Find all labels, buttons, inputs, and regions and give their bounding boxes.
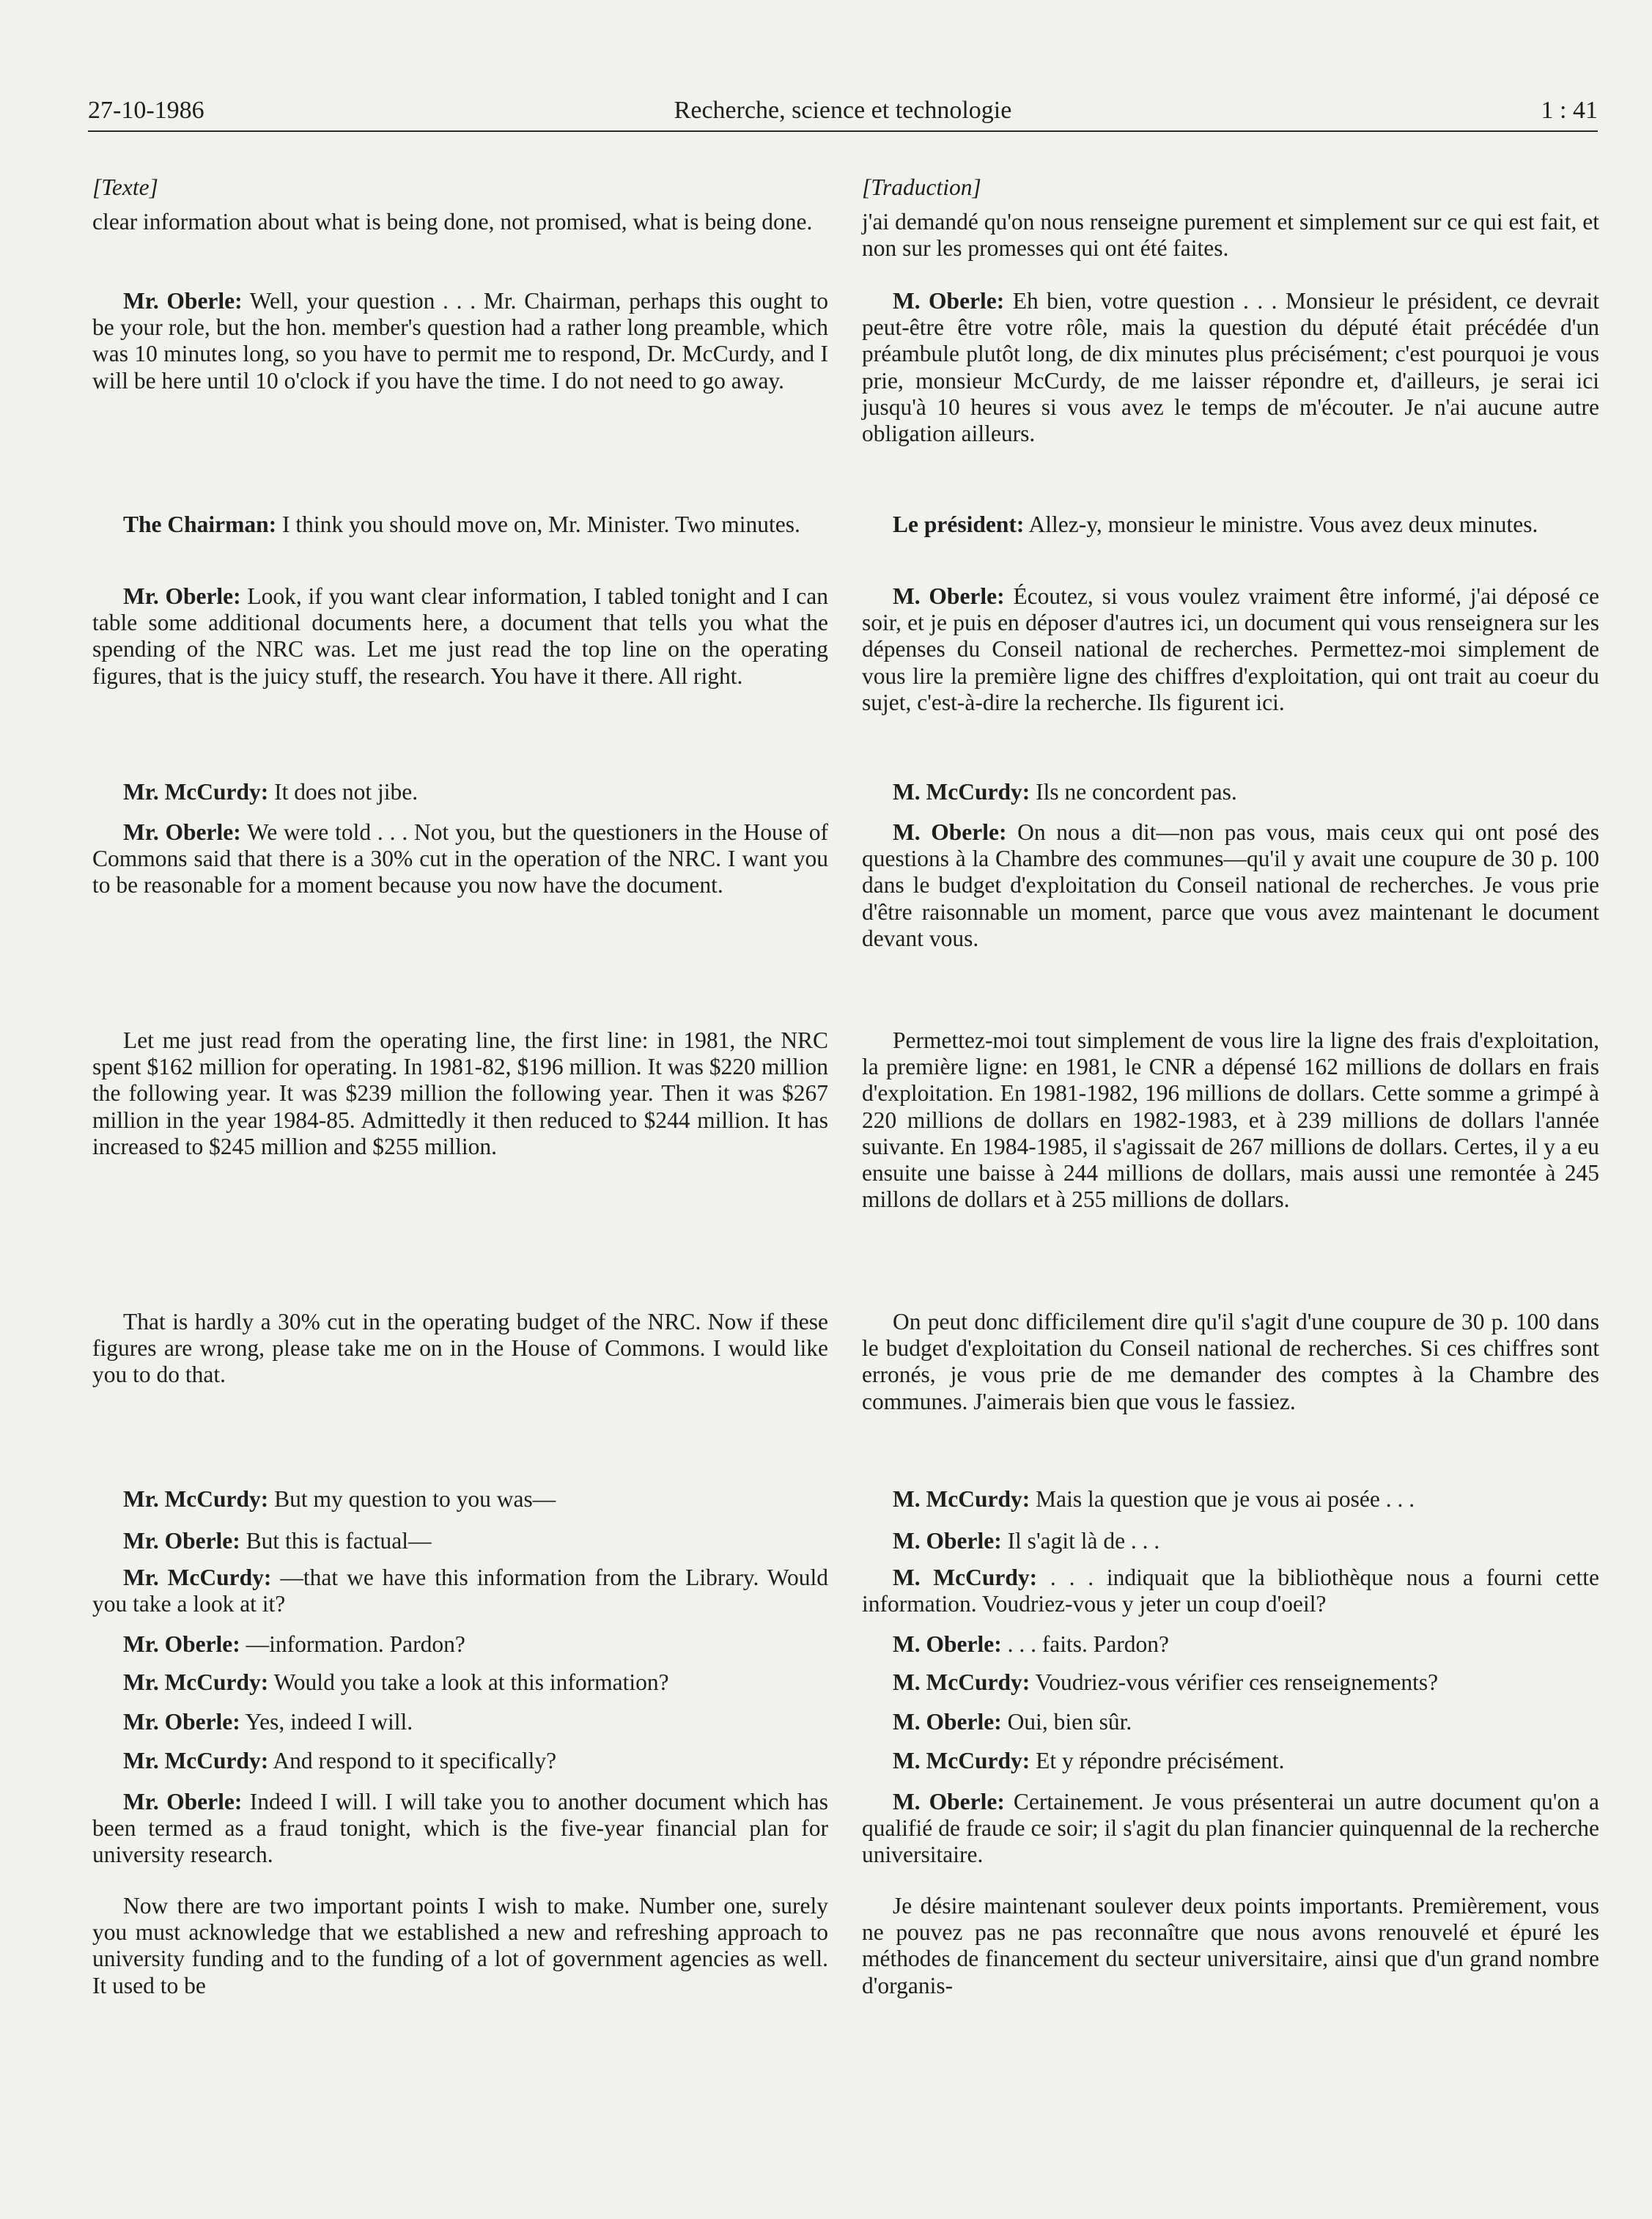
speaker-name: Mr. Oberle: (123, 1631, 240, 1657)
paragraph: M. Oberle: Eh bien, votre question . . . Monsieur le président, ce devrait peut-être être votre rôle, mais la question du député était précédée d'un préambule plutôt long, de dix minutes plus précisément; c'est pourquoi je vous prie, monsieur McCurdy, de me laisser répondre et, d'ailleurs, je serai ici jusqu'à 10 heures si vous avez le temps de m'écouter. Je n'ai aucune autre obligation ailleurs. (862, 288, 1600, 447)
speaker-name: Mr. Oberle: (123, 1528, 240, 1554)
speaker-name: M. Oberle: (893, 583, 1005, 609)
paragraph: M. Oberle: On nous a dit—non pas vous, mais ceux qui ont posé des questions à la Chambre des communes—qu'il y avait une coupure de 30 p. 100 dans le budget d'exploitation du Conseil national de recherches. Je vous prie d'être raisonnable un moment, parce que vous avez maintenant le document devant vous. (862, 819, 1599, 951)
paragraph: Mr. McCurdy: Would you take a look at this information? (123, 1669, 669, 1695)
speaker-name: Mr. Oberle: (123, 819, 241, 845)
speaker-name: M. McCurdy: (893, 1748, 1030, 1773)
paragraph: M. McCurdy: Voudriez-vous vérifier ces renseignements? (893, 1669, 1439, 1695)
paragraph: Le président: Allez-y, monsieur le ministre. Vous avez deux minutes. (893, 512, 1538, 537)
paragraph: M. McCurdy: . . . indiquait que la bibliothèque nous a fourni cette information. Voudriez-vous y jeter un coup d'oeil? (862, 1565, 1600, 1617)
paragraph: Mr. McCurdy: It does not jibe. (123, 779, 418, 805)
paragraph: M. Oberle: Oui, bien sûr. (893, 1709, 1132, 1735)
speaker-name: Mr. Oberle: (123, 288, 243, 314)
paragraph: Mr. Oberle: Look, if you want clear information, I tabled tonight and I can table some additional documents here, a document that tells you what the spending of the NRC was. Let me just read the top line on the operating figures, that is the juicy stuff, the research. You have it there. All right. (92, 583, 829, 689)
paragraph: On peut donc difficilement dire qu'il s'agit d'une coupure de 30 p. 100 dans le budget d'exploitation du Conseil national de recherches. Si ces chiffres sont erronés, je vous prie de me demander des comptes à la Chambre des communes. J'aimerais bien que vous le fassiez. (862, 1309, 1599, 1414)
speaker-name: M. McCurdy: (893, 1565, 1038, 1590)
paragraph: M. McCurdy: Mais la question que je vous ai posée . . . (893, 1486, 1415, 1512)
paragraph: Mr. Oberle: Well, your question . . . Mr. Chairman, perhaps this ought to be your role, but the hon. member's question had a rather long preamble, which was 10 minutes long, so you have to permit me to respond, Dr. McCurdy, and I will be here until 10 o'clock if you have the time. I do not need to go away. (92, 288, 828, 394)
speaker-name: Mr. McCurdy: (123, 1669, 269, 1695)
speaker-name: Mr. Oberle: (123, 583, 241, 609)
speaker-name: Mr. McCurdy: (123, 1565, 272, 1590)
paragraph: The Chairman: I think you should move on, Mr. Minister. Two minutes. (123, 512, 800, 537)
paragraph: Mr. Oberle: Indeed I will. I will take you to another document which has been termed as a fraud tonight, which is the five-year financial plan for university research. (92, 1789, 828, 1868)
speaker-name: M. Oberle: (893, 288, 1005, 314)
speaker-name: Le président: (893, 512, 1025, 537)
paragraph: M. Oberle: . . . faits. Pardon? (893, 1631, 1170, 1657)
speaker-name: Mr. McCurdy: (123, 1486, 269, 1512)
speaker-name: Mr. McCurdy: (123, 779, 269, 805)
paragraph: Permettez-moi tout simplement de vous lire la ligne des frais d'exploitation, la première ligne: en 1981, le CNR a dépensé 162 millions de dollars en frais d'exploitation. En 1981-1982, 196 millions de dollars. Cette somme a grimpé à 220 millions de dollars en 1982-1983, et à 239 millions de dollars l'année suivante. En 1984-1985, il s'agissait de 267 millions de dollars. Certes, il y a eu ensuite une baisse à 244 millions de dollars, mais aussi une remontée à 245 millons de dollars et à 255 millions de dollars. (862, 1027, 1599, 1213)
paragraph: Mr. McCurdy: But my question to you was— (123, 1486, 556, 1512)
column-label: [Traduction] (862, 174, 981, 200)
paragraph: Mr. Oberle: But this is factual— (123, 1528, 432, 1554)
speaker-name: Mr. Oberle: (123, 1789, 243, 1814)
speaker-name: M. Oberle: (893, 1789, 1005, 1814)
paragraph: Mr. McCurdy: —that we have this information from the Library. Would you take a look at it? (92, 1565, 829, 1617)
page-header (88, 94, 1598, 132)
paragraph: That is hardly a 30% cut in the operating budget of the NRC. Now if these figures are wrong, please take me on in the House of Commons. I would like you to do that. (92, 1309, 828, 1388)
paragraph: M. McCurdy: Et y répondre précisément. (893, 1748, 1285, 1773)
paragraph: Mr. Oberle: —information. Pardon? (123, 1631, 465, 1657)
speaker-name: Mr. Oberle: (123, 1709, 240, 1735)
speaker-name: M. McCurdy: (893, 1669, 1030, 1695)
paragraph: M. Oberle: Certainement. Je vous présenterai un autre document qu'on a qualifié de fraude ce soir; il s'agit du plan financier quinquennal de la recherche universitaire. (862, 1789, 1599, 1868)
speaker-name: M. McCurdy: (893, 1486, 1030, 1512)
speaker-name: The Chairman: (123, 512, 277, 537)
paragraph: clear information about what is being done, not promised, what is being done. (92, 209, 813, 235)
paragraph: Mr. Oberle: Yes, indeed I will. (123, 1709, 413, 1735)
column-label: [Texte] (92, 174, 158, 200)
paragraph: M. McCurdy: Ils ne concordent pas. (893, 779, 1237, 805)
paragraph: M. Oberle: Il s'agit là de . . . (893, 1528, 1160, 1554)
speaker-name: M. Oberle: (893, 1528, 1002, 1554)
paragraph: Let me just read from the operating line, the first line: in 1981, the NRC spent $162 million for operating. In 1981-82, $196 million. It was $220 million the following year. It was $239 million the following year. Then it was $267 million in the year 1984-85. Admittedly it then reduced to $244 million. It has increased to $245 million and $255 million. (92, 1027, 828, 1159)
paragraph: Je désire maintenant soulever deux points importants. Premièrement, vous ne pouvez pas ne pas reconnaître que nous avons renouvelé et épuré les méthodes de financement du secteur universitaire, ainsi que d'un grand nombre d'organis- (862, 1893, 1599, 1998)
header-title: Recherche, science et technologie (674, 97, 1012, 124)
speaker-name: M. Oberle: (893, 1631, 1002, 1657)
paragraph: M. Oberle: Écoutez, si vous voulez vraiment être informé, j'ai déposé ce soir, et je puis en déposer d'autres ici, un document qui vous renseignera sur les dépenses du Conseil national de recherches. Permettez-moi simplement de vous lire la première ligne des chiffres d'exploitation, qui ont trait au coeur du sujet, c'est-à-dire la recherche. Ils figurent ici. (862, 583, 1600, 715)
speaker-name: M. Oberle: (893, 819, 1007, 845)
speaker-name: M. Oberle: (893, 1709, 1002, 1735)
speaker-name: Mr. McCurdy: (123, 1748, 269, 1773)
paragraph: Mr. Oberle: We were told . . . Not you, but the questioners in the House of Commons said that there is a 30% cut in the operation of the NRC. I want you to be reasonable for a moment because you now have the document. (92, 819, 829, 898)
header-page-number: 1 : 41 (1541, 97, 1598, 124)
paragraph: j'ai demandé qu'on nous renseigne purement et simplement sur ce qui est fait, et non sur les promesses qui ont été faites. (862, 209, 1599, 262)
header-date: 27-10-1986 (88, 97, 204, 124)
paragraph: Now there are two important points I wish to make. Number one, surely you must acknowledge that we established a new and refreshing approach to university funding and to the funding of a lot of government agencies as well. It used to be (92, 1893, 828, 1998)
speaker-name: M. McCurdy: (893, 779, 1030, 805)
paragraph: Mr. McCurdy: And respond to it specifically? (123, 1748, 557, 1773)
